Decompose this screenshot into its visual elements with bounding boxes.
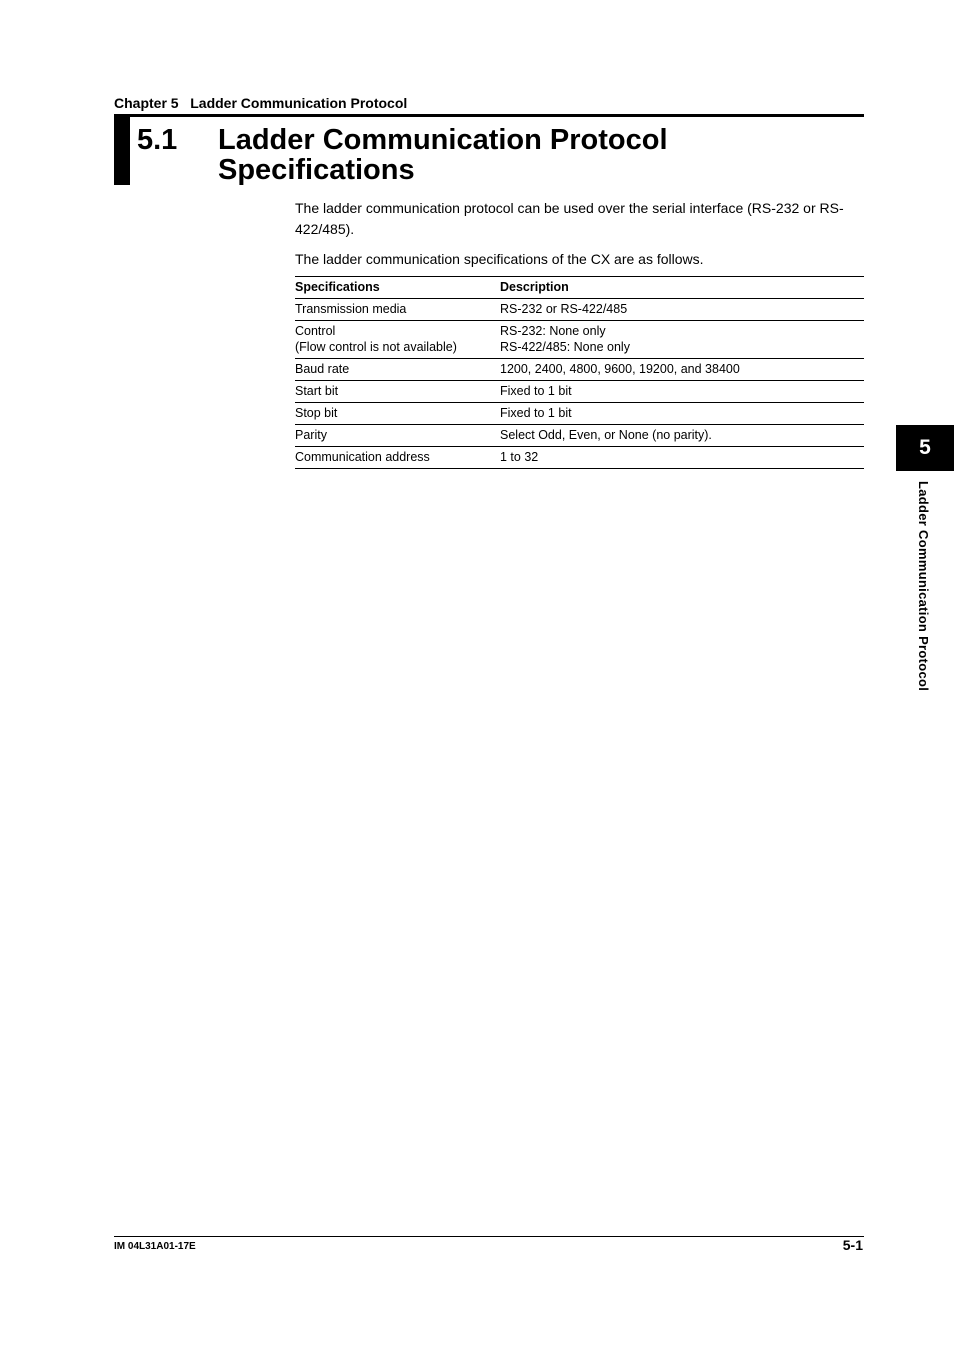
intro-paragraph: The ladder communication protocol can be used over the serial interface (RS-232 or RS-422/485). xyxy=(295,200,844,237)
section-title-bar xyxy=(114,117,130,185)
section-title-line-2: Specifications xyxy=(218,154,415,186)
spec-text: Parity xyxy=(295,428,327,442)
spec-cell xyxy=(295,447,500,469)
desc-text: Fixed to 1 bit xyxy=(500,384,572,398)
spec-intro-paragraph: The ladder communication specifications of the CX are as follows. xyxy=(295,251,704,267)
footer-rule xyxy=(114,1236,864,1237)
header-specifications: Specifications xyxy=(295,277,500,299)
desc-text: 1 to 32 xyxy=(500,450,539,464)
spec-cell xyxy=(295,359,500,381)
spec-cell xyxy=(295,321,500,359)
desc-text: RS-232 or RS-422/485 xyxy=(500,302,628,316)
desc-cell xyxy=(500,381,864,403)
desc-cell xyxy=(500,299,864,321)
desc-text: Select Odd, Even, or None (no parity). xyxy=(500,428,712,442)
table-row xyxy=(295,447,864,469)
desc-text: 1200, 2400, 4800, 9600, 19200, and 38400 xyxy=(500,362,740,376)
table-row xyxy=(295,359,864,381)
section-title-line-1: Ladder Communication Protocol xyxy=(218,124,668,156)
desc-cell xyxy=(500,321,864,359)
desc-text: RS-232: None only xyxy=(500,324,606,338)
header-description: Description xyxy=(500,277,864,299)
spec-text: Stop bit xyxy=(295,406,338,420)
section-number: 5.1 xyxy=(137,124,178,156)
spec-table xyxy=(295,276,864,469)
running-head: Chapter 5 Ladder Communication Protocol xyxy=(114,95,408,111)
section-title xyxy=(218,125,838,185)
spec-cell xyxy=(295,299,500,321)
desc-cell xyxy=(500,359,864,381)
document-id: IM 04L31A01-17E xyxy=(114,1241,196,1252)
desc-cell xyxy=(500,425,864,447)
table-row xyxy=(295,299,864,321)
chapter-tab: 5 xyxy=(896,425,954,471)
spec-text: Control xyxy=(295,324,336,338)
page-number: 5-1 xyxy=(842,1237,863,1253)
spec-text: Transmission media xyxy=(295,302,407,316)
header-rule xyxy=(114,114,864,117)
spec-text: Baud rate xyxy=(295,362,350,376)
chapter-side-label: Ladder Communication Protocol xyxy=(916,481,931,692)
table-row xyxy=(295,425,864,447)
desc-cell xyxy=(500,403,864,425)
table-row xyxy=(295,403,864,425)
spec-cell xyxy=(295,381,500,403)
table-row xyxy=(295,381,864,403)
desc-cell xyxy=(500,447,864,469)
desc-text: Fixed to 1 bit xyxy=(500,406,572,420)
desc-text: RS-422/485: None only xyxy=(500,340,630,354)
spec-cell xyxy=(295,425,500,447)
spec-text: Communication address xyxy=(295,450,430,464)
table-header-row xyxy=(295,277,864,299)
spec-cell xyxy=(295,403,500,425)
spec-note: (Flow control is not available) xyxy=(295,340,457,354)
spec-text: Start bit xyxy=(295,384,339,398)
table-row xyxy=(295,321,864,359)
